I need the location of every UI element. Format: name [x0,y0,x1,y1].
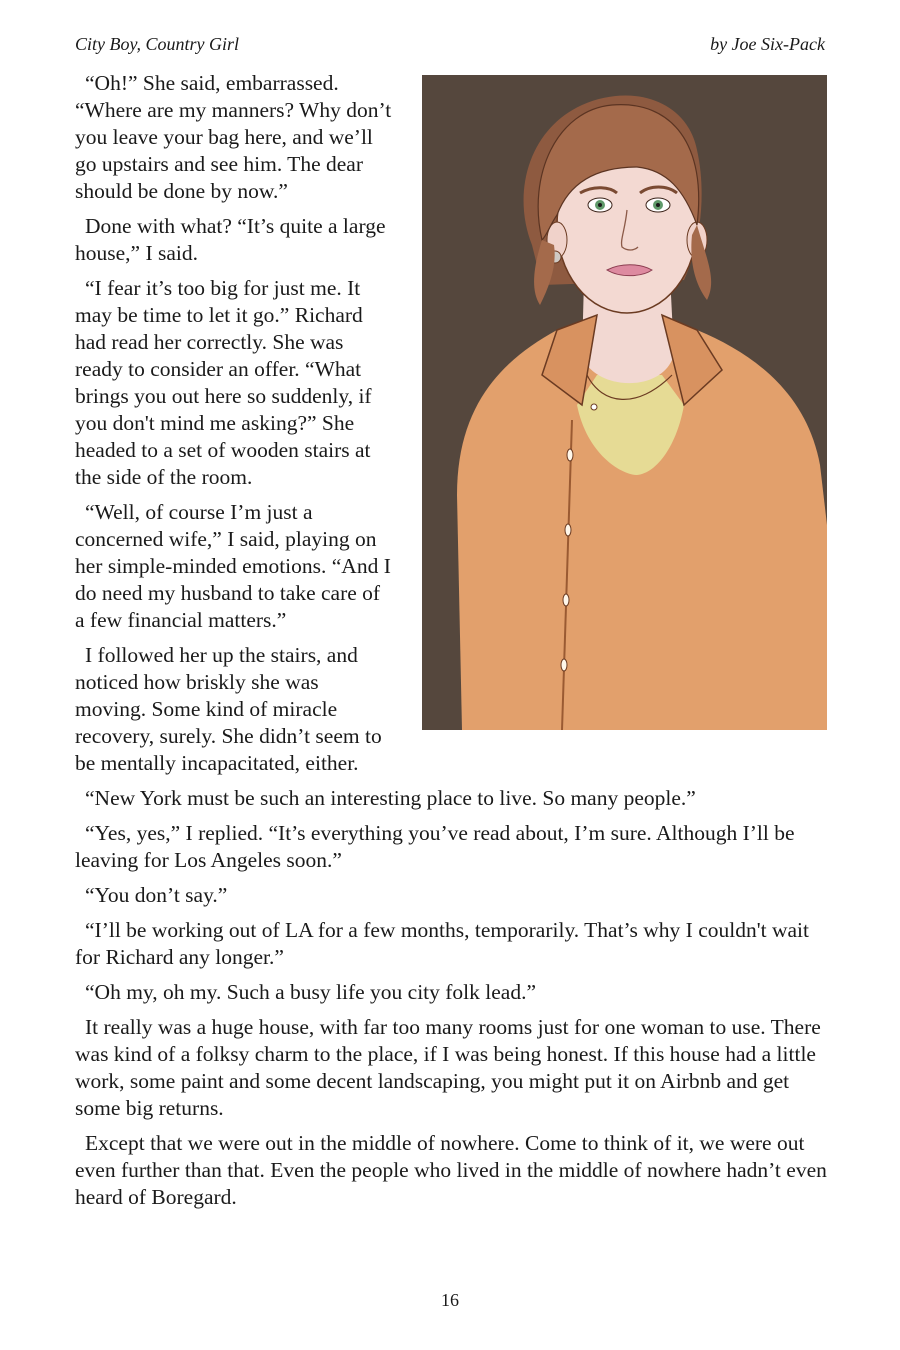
paragraph: Done with what? “It’s quite a large house,” I said. [75,214,386,265]
paragraph: “Oh my, oh my. Such a busy life you city folk lead.” [85,980,537,1004]
paragraph: It really was a huge house, with far too many rooms just for one woman to use. There was kind of a folksy charm to the place, if I was being honest. If this house had a little work, some paint and some decent landscaping, you might put it on Airbnb and get some big returns. [75,1015,821,1120]
page-body [75,70,827,1219]
author-name: by Joe Six-Pack [710,34,825,54]
book-title: City Boy, Country Girl [75,34,239,54]
paragraph: “Well, of course I’m just a concerned wife,” I said, playing on her simple-minded emotions. “And I do need my husband to take care of a few financial matters.” [75,500,391,632]
paragraph: I followed her up the stairs, and noticed how briskly she was moving. Some kind of miracle recovery, surely. She didn’t seem to be mentally incapacitated, either. [75,643,382,775]
running-header [75,34,825,55]
paragraph: “I fear it’s too big for just me. It may be time to let it go.” Richard had read her correctly. She was ready to consider an offer. “What brings you out here so suddenly, if you don't mind me asking?” She headed to a set of wooden stairs at the side of the room. [75,276,372,489]
woman-portrait-illustration [422,75,827,730]
paragraph: “Oh!” She said, embarrassed. “Where are my manners? Why don’t you leave your bag here, and we’ll go upstairs and see him. The dear should be done by now.” [75,71,392,203]
paragraph: “I’ll be working out of LA for a few months, temporarily. That’s why I couldn't wait for Richard any longer.” [75,918,809,969]
paragraph: “Yes, yes,” I replied. “It’s everything you’ve read about, I’m sure. Although I’ll be leaving for Los Angeles soon.” [75,821,795,872]
paragraph: Except that we were out in the middle of nowhere. Come to think of it, we were out even further than that. Even the people who lived in the middle of nowhere hadn’t even heard of Boregard. [75,1131,827,1209]
page-number: 16 [441,1290,459,1310]
paragraph: “New York must be such an interesting place to live. So many people.” [85,786,696,810]
paragraph: “You don’t say.” [85,883,228,907]
